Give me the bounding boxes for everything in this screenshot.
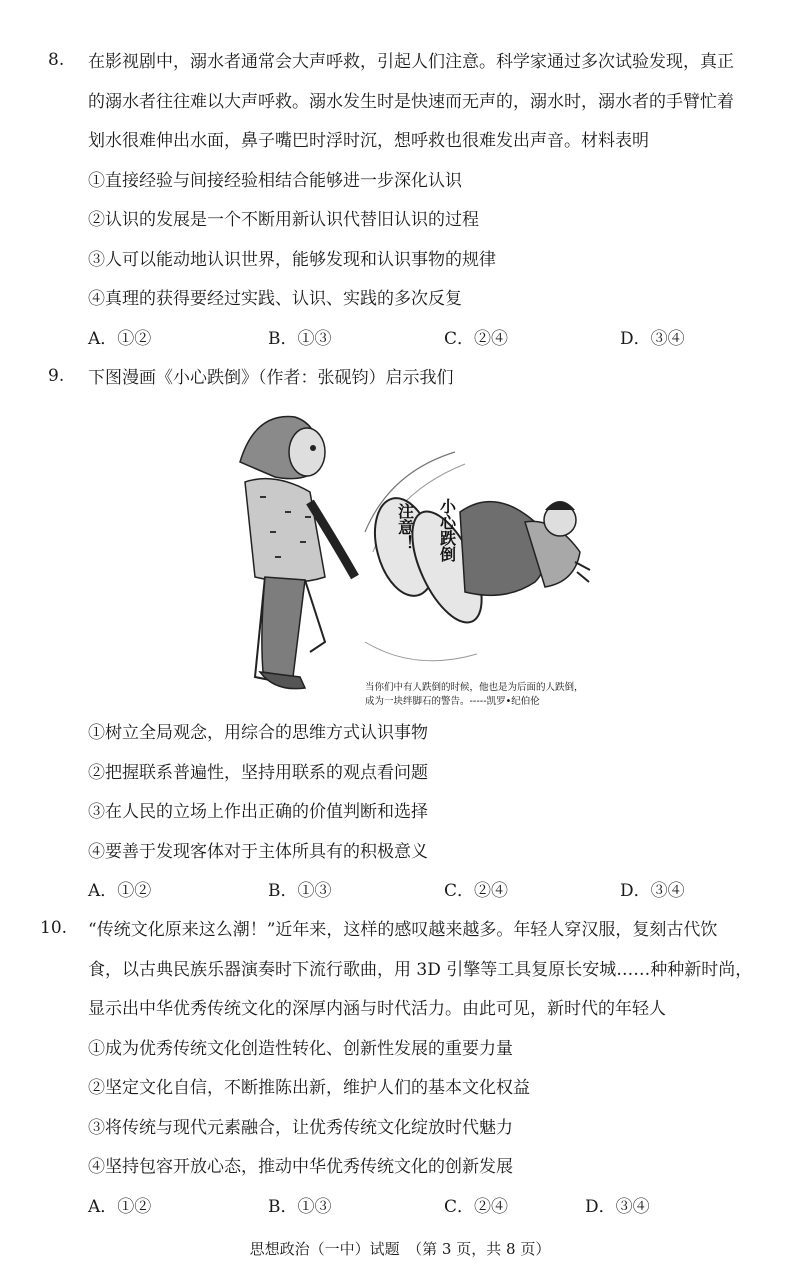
option-b[interactable]: B．①③ (268, 881, 332, 901)
question-stem-line: 食，以古典民族乐器演奏时下流行歌曲，用 3D 引擎等工具复原长安城……种种新时尚， (88, 960, 753, 980)
statement-2: ②认识的发展是一个不断用新认识代替旧认识的过程 (88, 210, 479, 230)
option-c[interactable]: C．②④ (444, 329, 509, 349)
statement-4: ④要善于发现客体对于主体所具有的积极意义 (88, 842, 428, 862)
sole-text-left: 注意！ (395, 503, 415, 551)
statement-3: ③将传统与现代元素融合，让优秀传统文化绽放时代魅力 (88, 1118, 513, 1138)
question-stem-line: 的溺水者往往难以大声呼救。溺水发生时是快速而无声的，溺水时，溺水者的手臂忙着 (88, 92, 734, 112)
question-number: 9. (48, 366, 65, 386)
statement-1: ①成为优秀传统文化创造性转化、创新性发展的重要力量 (88, 1039, 513, 1059)
statement-4: ④坚持包容开放心态，推动中华优秀传统文化的创新发展 (88, 1157, 513, 1177)
question-stem-line: 划水很难伸出水面，鼻子嘴巴时浮时沉，想呼救也很难发出声音。材料表明 (88, 131, 649, 151)
option-d[interactable]: D．③④ (620, 881, 685, 901)
statement-3: ③在人民的立场上作出正确的价值判断和选择 (88, 802, 428, 822)
statement-4: ④真理的获得要经过实践、认识、实践的多次反复 (88, 289, 462, 309)
option-a[interactable]: A．①② (88, 329, 152, 349)
walking-man (240, 417, 355, 689)
cartoon-caption-line-1: 当你们中有人跌倒的时候，他也是为后面的人跌倒， (365, 682, 584, 693)
cartoon-caption-line-2: 成为一块绊脚石的警告。-----凯罗•纪伯伦 (365, 696, 540, 707)
motion-line (365, 642, 477, 661)
statement-3: ③人可以能动地认识世界，能够发现和认识事物的规律 (88, 250, 496, 270)
option-a[interactable]: A．①② (88, 881, 152, 901)
statement-1: ①树立全局观念，用综合的思维方式认识事物 (88, 723, 428, 743)
question-number: 8. (48, 50, 65, 70)
statement-2: ②坚定文化自信，不断推陈出新，维护人们的基本文化权益 (88, 1078, 530, 1098)
option-b[interactable]: B．①③ (268, 1197, 332, 1217)
option-d[interactable]: D．③④ (585, 1197, 650, 1217)
question-stem-line: 在影视剧中，溺水者通常会大声呼救，引起人们注意。科学家通过多次试验发现，真正 (88, 52, 734, 72)
falling-man (460, 501, 590, 595)
option-d[interactable]: D．③④ (620, 329, 685, 349)
page-footer: 思想政治（一中）试题 （第 3 页，共 8 页） (249, 1240, 551, 1258)
question-stem-line: 显示出中华优秀传统文化的深厚内涵与时代活力。由此可见，新时代的年轻人 (88, 999, 666, 1019)
question-number: 10. (40, 918, 68, 938)
option-c[interactable]: C．②④ (444, 1197, 509, 1217)
question-stem-line: 下图漫画《小心跌倒》（作者：张砚钧）启示我们 (88, 368, 454, 388)
question-stem-line: “传统文化原来这么潮！”近年来，这样的感叹越来越多。年轻人穿汉服，复刻古代饮 (88, 920, 718, 940)
cartoon-be-careful-falling (215, 392, 605, 710)
option-a[interactable]: A．①② (88, 1197, 152, 1217)
option-c[interactable]: C．②④ (444, 881, 509, 901)
statement-1: ①直接经验与间接经验相结合能够进一步深化认识 (88, 171, 462, 191)
option-b[interactable]: B．①③ (268, 329, 332, 349)
statement-2: ②把握联系普遍性，坚持用联系的观点看问题 (88, 763, 428, 783)
sole-text-right: 小心跌倒 (437, 498, 457, 562)
